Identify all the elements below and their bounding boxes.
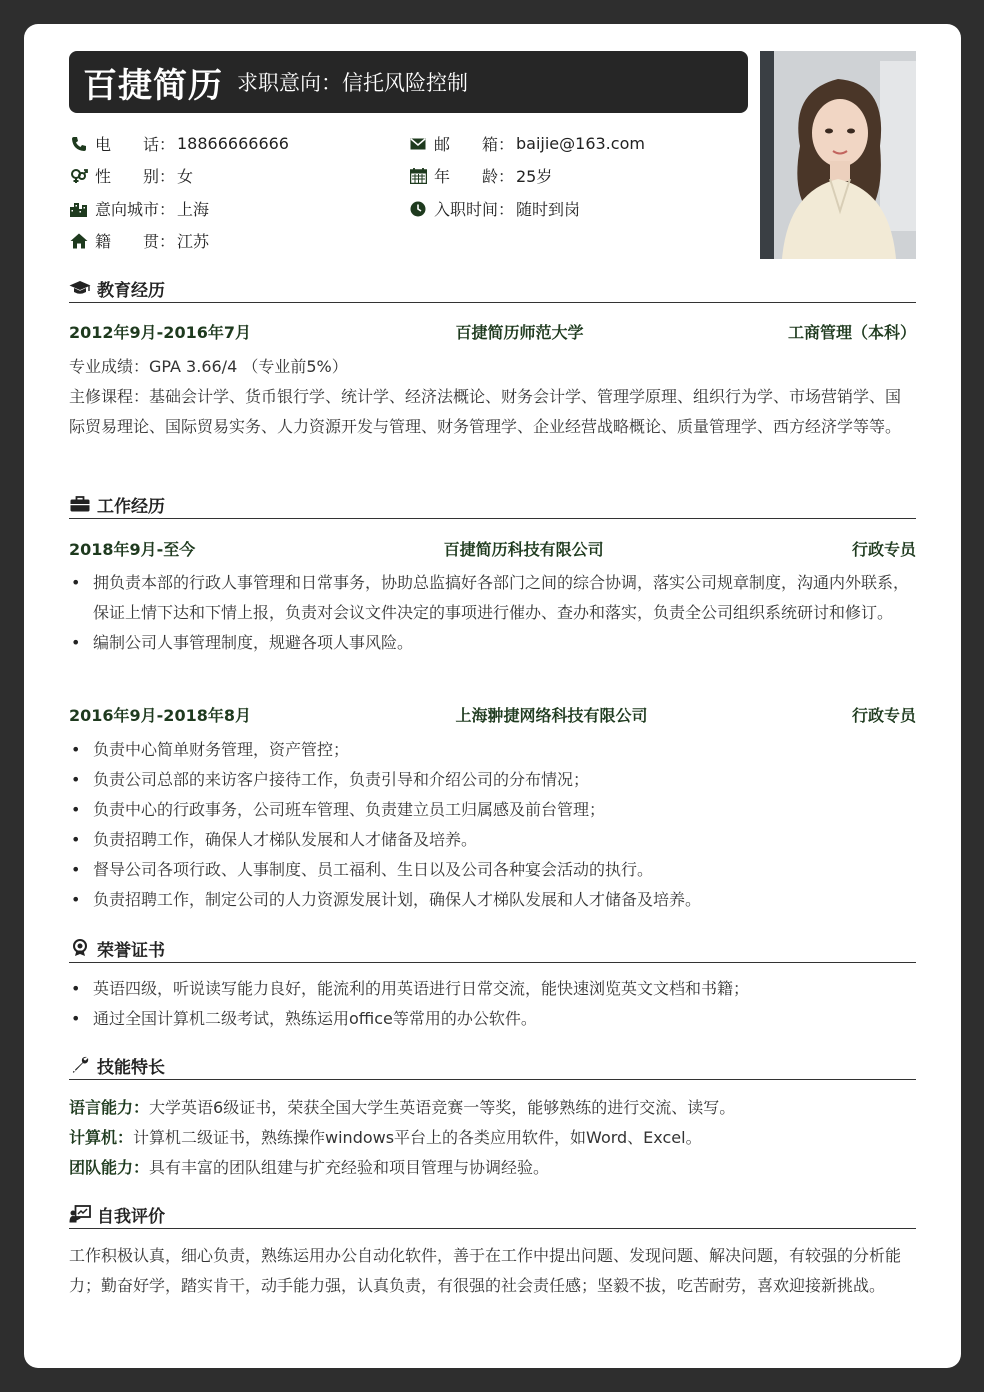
job-duties bbox=[69, 568, 916, 658]
envelope-icon bbox=[408, 135, 428, 153]
list-item: • 编制公司人事管理制度，规避各项人事风险。 bbox=[69, 628, 916, 658]
list-item: • 负责招聘工作，确保人才梯队发展和人才储备及培养。 bbox=[69, 825, 916, 855]
education-school: 百捷简历师范大学 bbox=[455, 323, 584, 342]
job-period: 2018年9月-至今 bbox=[69, 540, 196, 559]
section-title: 工作经历 bbox=[97, 496, 165, 517]
section-title: 教育经历 bbox=[97, 280, 165, 301]
gender-label: 性 别： bbox=[95, 167, 176, 186]
age-label: 年 龄： bbox=[434, 167, 515, 186]
phone-icon bbox=[69, 135, 89, 153]
email-label: 邮 箱： bbox=[434, 135, 515, 154]
education-major: 工商管理（本科） bbox=[787, 323, 916, 342]
start-label: 入职时间： bbox=[434, 200, 515, 219]
list-item: • 负责公司总部的来访客户接待工作，负责引导和介绍公司的分布情况； bbox=[69, 765, 916, 795]
info-start bbox=[408, 197, 580, 220]
section-honors bbox=[69, 934, 916, 963]
portrait-illustration bbox=[760, 51, 916, 259]
native-label: 籍 贯： bbox=[95, 232, 176, 251]
education-period: 2012年9月-2016年7月 bbox=[69, 323, 251, 342]
education-gpa: 专业成绩：GPA 3.66/4 （专业前5%） bbox=[69, 357, 348, 376]
gender-icon bbox=[69, 167, 89, 185]
info-city bbox=[69, 197, 209, 220]
section-self bbox=[69, 1200, 916, 1229]
job-role: 行政专员 bbox=[851, 706, 916, 725]
job-row bbox=[69, 703, 916, 726]
section-education bbox=[69, 274, 916, 303]
education-row bbox=[69, 320, 916, 343]
award-icon bbox=[69, 938, 91, 958]
list-item: • 拥负责本部的行政人事管理和日常事务，协助总监搞好各部门之间的综合协调，落实公司规章制度，沟通内外联系，保证上情下达和下情上报，负责对会议文件决定的事项进行催办、查办和落实，负责全公司组织系统研讨和修订。 bbox=[69, 568, 916, 628]
age-value: 25岁 bbox=[516, 167, 553, 186]
list-item: • 负责中心简单财务管理，资产管控； bbox=[69, 735, 916, 765]
job-row bbox=[69, 537, 916, 560]
skill-label: 团队能力： bbox=[69, 1158, 150, 1177]
info-gender bbox=[69, 164, 193, 187]
self-evaluation-text: 工作积极认真，细心负责，熟练运用办公自动化软件，善于在工作中提出问题、发现问题、解决问题，有较强的分析能力；勤奋好学，踏实肯干，动手能力强，认真负责，有很强的社会责任感；坚毅不拔，吃苦耐劳，喜欢迎接新挑战。 bbox=[69, 1246, 902, 1295]
list-item: • 督导公司各项行政、人事制度、员工福利、生日以及公司各种宴会活动的执行。 bbox=[69, 855, 916, 885]
presentation-icon bbox=[69, 1204, 91, 1224]
profile-photo bbox=[760, 51, 916, 259]
job-role: 行政专员 bbox=[851, 540, 916, 559]
section-title: 自我评价 bbox=[97, 1206, 165, 1227]
home-icon bbox=[69, 232, 89, 250]
job-duties bbox=[69, 735, 916, 915]
job-intent: 求职意向：信托风险控制 bbox=[237, 71, 468, 95]
skill-computer bbox=[69, 1123, 916, 1153]
info-age bbox=[408, 164, 552, 187]
job-period: 2016年9月-2018年8月 bbox=[69, 706, 251, 725]
city-label: 意向城市： bbox=[95, 200, 176, 219]
clock-icon bbox=[408, 200, 428, 218]
city-value: 上海 bbox=[177, 200, 210, 219]
list-item: • 英语四级，听说读写能力良好，能流利的用英语进行日常交流，能快速浏览英文文档和书籍； bbox=[69, 974, 916, 1004]
skill-text: 具有丰富的团队组建与扩充经验和项目管理与协调经验。 bbox=[149, 1158, 550, 1177]
native-value: 江苏 bbox=[177, 232, 210, 251]
list-item: • 通过全国计算机二级考试，熟练运用office等常用的办公软件。 bbox=[69, 1004, 916, 1034]
honors-list bbox=[69, 974, 916, 1034]
list-item: • 负责招聘工作，制定公司的人力资源发展计划，确保人才梯队发展和人才储备及培养。 bbox=[69, 885, 916, 915]
start-value: 随时到岗 bbox=[516, 200, 581, 219]
info-native bbox=[69, 229, 209, 252]
section-work bbox=[69, 490, 916, 519]
resume-name: 百捷简历 bbox=[83, 65, 223, 106]
job-company: 上海翀捷网络科技有限公司 bbox=[455, 706, 648, 725]
graduation-cap-icon bbox=[69, 278, 91, 298]
skill-team bbox=[69, 1153, 916, 1183]
section-skills bbox=[69, 1051, 916, 1080]
calendar-icon bbox=[408, 167, 428, 185]
job-company: 百捷简历科技有限公司 bbox=[443, 540, 604, 559]
briefcase-icon bbox=[69, 494, 91, 514]
education-courses: 主修课程：基础会计学、货币银行学、统计学、经济法概论、财务会计学、管理学原理、组织行为学、市场营销学、国际贸易理论、国际贸易实务、人力资源开发与管理、财务管理学、企业经营战略概论、质量管理学、西方经济学等等。 bbox=[69, 387, 902, 436]
skill-label: 语言能力： bbox=[69, 1098, 150, 1117]
skill-label: 计算机： bbox=[69, 1128, 134, 1147]
header-bar bbox=[69, 51, 748, 113]
email-value: baijie@163.com bbox=[516, 134, 645, 153]
info-phone bbox=[69, 132, 289, 155]
skill-language bbox=[69, 1093, 916, 1123]
skill-text: 计算机二级证书，熟练操作windows平台上的各类应用软件，如Word、Excel。 bbox=[133, 1128, 702, 1147]
phone-value: 18866666666 bbox=[177, 134, 289, 153]
gender-value: 女 bbox=[177, 167, 194, 186]
section-title: 荣誉证书 bbox=[97, 940, 165, 961]
wrench-icon bbox=[69, 1055, 91, 1075]
section-title: 技能特长 bbox=[97, 1057, 165, 1078]
phone-label: 电 话： bbox=[95, 135, 176, 154]
list-item: • 负责中心的行政事务，公司班车管理、负责建立员工归属感及前台管理； bbox=[69, 795, 916, 825]
city-icon bbox=[69, 200, 89, 218]
info-email bbox=[408, 132, 645, 155]
skill-text: 大学英语6级证书，荣获全国大学生英语竞赛一等奖，能够熟练的进行交流、读写。 bbox=[149, 1098, 736, 1117]
resume-page bbox=[24, 24, 961, 1368]
